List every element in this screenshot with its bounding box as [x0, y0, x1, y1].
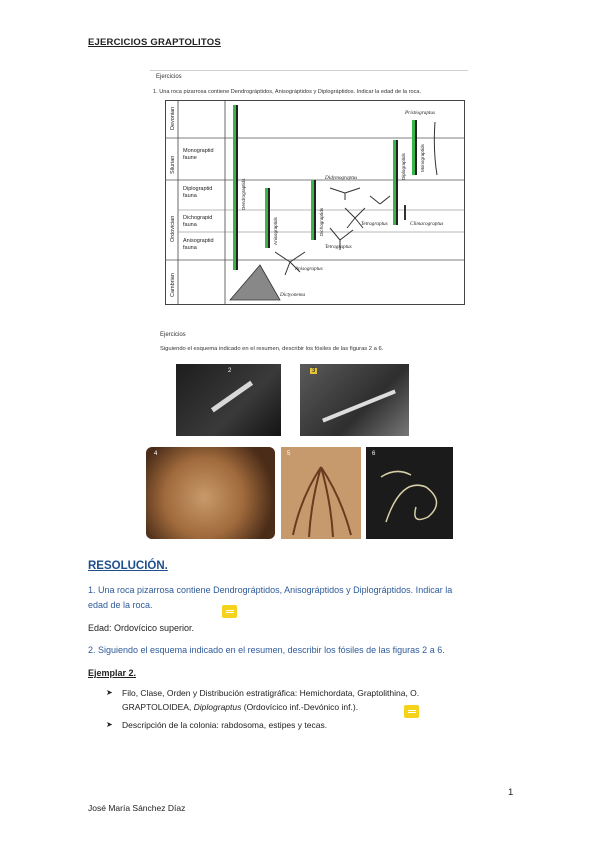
bullet-1-genus: Diplograptus	[193, 702, 242, 712]
range-bar-dichograptids	[311, 180, 314, 240]
fauna-anisograptid: Anisograptid fauna	[183, 238, 214, 251]
bullet-classification	[106, 686, 526, 714]
arrow-bullet-icon: ➤	[106, 688, 113, 697]
range-label-monograptids: Monograptids	[420, 144, 425, 172]
taxon-anisograptus: Anisograptus	[295, 266, 323, 272]
figure-2-photo	[176, 364, 281, 436]
bullet-1-text-cont: GRAPTOLOIDEA,	[122, 702, 194, 712]
figure-2-label: 2	[228, 368, 232, 374]
figure-5-photo	[281, 447, 361, 539]
page-number: 1	[508, 787, 514, 798]
period-cambrian: Cambrian	[170, 273, 176, 297]
range-bar-anisograptids	[265, 188, 268, 248]
figure-3-photo	[300, 364, 409, 436]
period-ordovician: Ordovician	[170, 215, 176, 242]
exercise2-prompt: Siguiendo el esquema indicado en el resumen, describir los fósiles de las figuras 2 a 6.	[160, 346, 384, 352]
taxon-tetragraptus-1: Tetragraptus	[361, 221, 388, 227]
period-devonian: Devonian	[170, 106, 176, 130]
exercise1-header: Ejercicios	[156, 74, 182, 80]
period-silurian: Silurian	[170, 155, 176, 174]
taxon-climacograptus: Climacograptus	[410, 221, 444, 227]
graptolite-range-chart	[165, 100, 465, 305]
exercise2-header: Ejercicios	[160, 332, 186, 338]
bullet-2-text: Descripción de la colonia: rabdosoma, estipes y tecas.	[122, 720, 328, 730]
figure-6-graptolite-sketch	[366, 447, 453, 539]
figure-4-photo	[146, 447, 275, 539]
range-bar-monograptids	[412, 120, 415, 175]
range-label-anisograptids: Anisograptids	[273, 217, 278, 245]
figure-6-photo	[366, 447, 453, 539]
range-bar-diplograptids	[393, 140, 396, 225]
document-title: EJERCICIOS GRAPTOLITOS	[88, 37, 221, 48]
range-label-dichograptids: Dichograptids	[319, 207, 324, 236]
question-1-line-2: edad de la roca.	[88, 600, 153, 610]
fauna-dichograpid: Dichograpid fauna	[183, 215, 213, 228]
answer-1: Edad: Ordovícico superior.	[88, 623, 195, 633]
range-chart-svg	[165, 100, 465, 305]
comment-icon[interactable]	[222, 605, 237, 618]
resolution-question-1	[88, 583, 518, 613]
resolution-question-2: 2. Siguiendo el esquema indicado en el resumen, describir los fósiles de las figuras 2 a 6.	[88, 645, 445, 655]
range-bar-dendrograptids	[233, 105, 236, 270]
figure-3-label: 3	[312, 368, 316, 374]
specimen-bullets	[106, 686, 526, 732]
fauna-diplograptid: Diplograptid fauna	[183, 186, 213, 199]
taxon-tetragraptus-2: Tetragraptus	[325, 244, 352, 250]
taxon-dictyonema: Dictyonema	[280, 292, 306, 298]
footer-author: José María Sánchez Díaz	[88, 803, 186, 813]
figure-6-label: 6	[372, 451, 376, 457]
range-label-diplograptids: Diplograptids	[401, 153, 406, 180]
taxon-didymograptus: Didymograptus	[325, 175, 358, 181]
resolution-title: RESOLUCIÓN.	[88, 560, 168, 572]
exercise1-prompt: 1. Una roca pizarrosa contiene Dendrográptidos, Anisográptidos y Diplográptidos. Indicar la edad de la roca.	[153, 89, 422, 95]
bullet-1-range: (Ordovícico inf.-Devónico inf.).	[241, 702, 359, 712]
figure-4-label: 4	[154, 451, 158, 457]
arrow-bullet-icon: ➤	[106, 720, 113, 729]
question-1-line-1: 1. Una roca pizarrosa contiene Dendrográptidos, Anisográptidos y Diplográptidos. Indicar la	[88, 585, 453, 595]
figure-5-graptolite-sketch	[281, 447, 361, 539]
specimen-heading: Ejemplar 2.	[88, 668, 137, 678]
range-label-dendrograptids: Dendrograptids	[241, 178, 246, 210]
figure-5-label: 5	[287, 451, 291, 457]
comment-icon[interactable]	[404, 705, 419, 718]
bullet-description	[106, 718, 526, 732]
bullet-1-text: Filo, Clase, Orden y Distribución estratigráfica: Hemichordata, Graptolithina, O.	[122, 688, 420, 698]
fauna-monograptid: Monograptid faune	[183, 148, 214, 161]
taxon-pristiograptus: Pristiograptus	[405, 110, 435, 116]
